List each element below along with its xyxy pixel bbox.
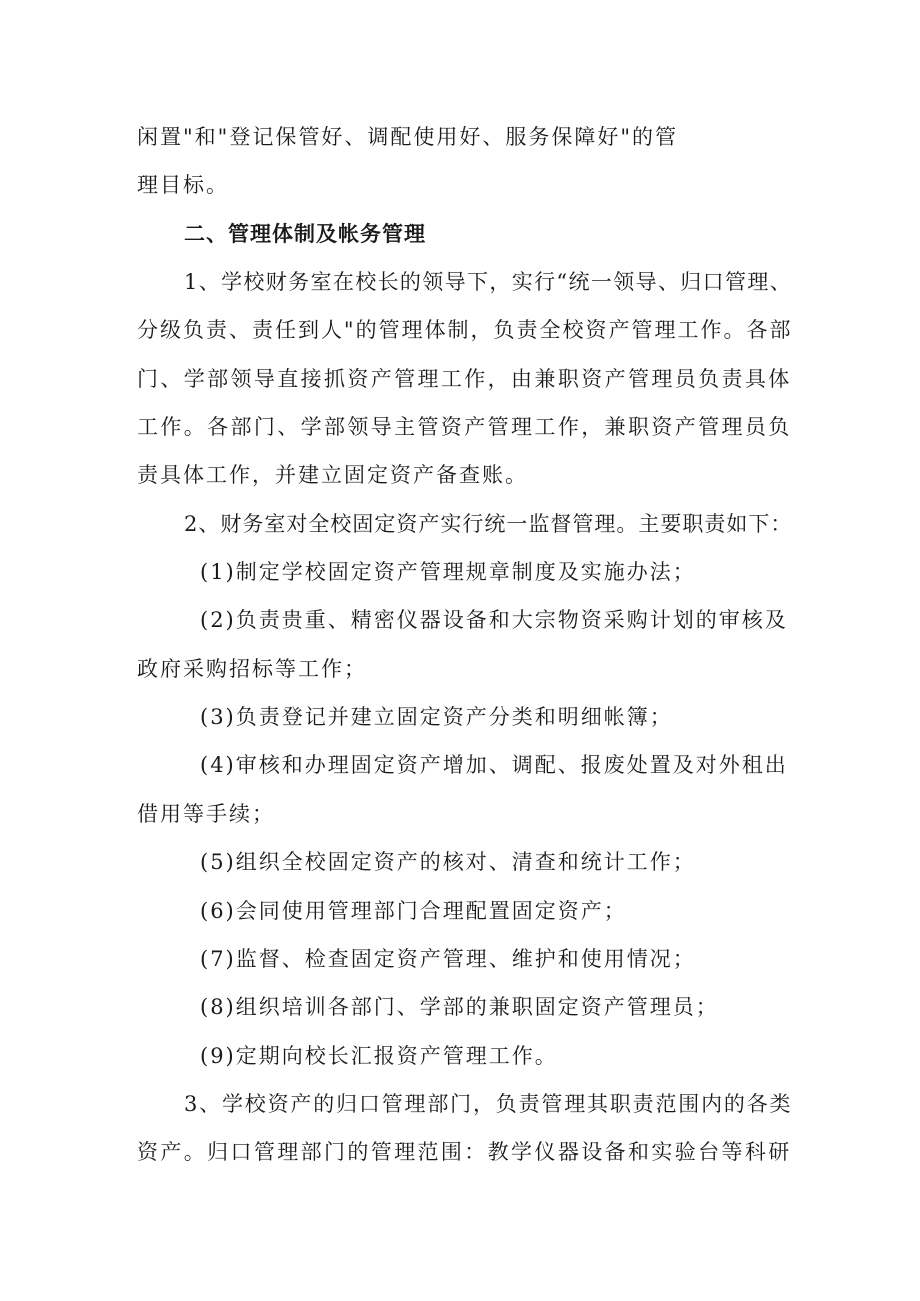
text-line: (3)负责登记并建立固定资产分类和明细帐簿；: [200, 705, 673, 729]
text-line: 政府采购招标等工作；: [137, 657, 367, 681]
text-line: (4)审核和办理固定资产增加、调配、报废处置及对外租出: [200, 753, 788, 777]
text-line: (2)负责贵重、精密仪器设备和大宗物资采购计划的审核及: [200, 608, 788, 632]
text-line: 3、学校资产的归口管理部门，负责管理其职责范围内的各类: [184, 1092, 793, 1116]
text-line: (8)组织培训各部门、学部的兼职固定资产管理员；: [200, 995, 719, 1019]
text-line: 资产。归口管理部门的管理范围：教学仪器设备和实验台等科研: [137, 1140, 792, 1164]
text-line: 工作。各部门、学部领导主管资产管理工作，兼职资产管理员负: [137, 415, 792, 439]
text-line: (6)会同使用管理部门合理配置固定资产；: [200, 899, 627, 923]
text-line: 分级负责、责任到人"的管理体制，负责全校资产管理工作。各部: [137, 318, 793, 342]
text-line: 闲置"和"登记保管好、调配使用好、服务保障好"的管: [137, 125, 678, 149]
section-heading: 二、管理体制及帐务管理: [184, 222, 426, 246]
text-line: 2、财务室对全校固定资产实行统一监督管理。主要职责如下：: [184, 512, 793, 536]
text-line: 理目标。: [137, 173, 229, 197]
text-line: 1、学校财务室在校长的领导下，实行“统一领导、归口管理、: [184, 270, 793, 294]
text-line: (9)定期向校长汇报资产管理工作。: [200, 1044, 558, 1068]
text-line: (1)制定学校固定资产管理规章制度及实施办法；: [200, 560, 696, 584]
text-line: (5)组织全校固定资产的核对、清查和统计工作；: [200, 850, 696, 874]
text-line: 借用等手续；: [137, 802, 275, 826]
text-line: 门、学部领导直接抓资产管理工作，由兼职资产管理员负责具体: [137, 367, 792, 391]
text-line: (7)监督、检查固定资产管理、维护和使用情况；: [200, 947, 696, 971]
text-line: 责具体工作，并建立固定资产备查账。: [137, 463, 528, 487]
